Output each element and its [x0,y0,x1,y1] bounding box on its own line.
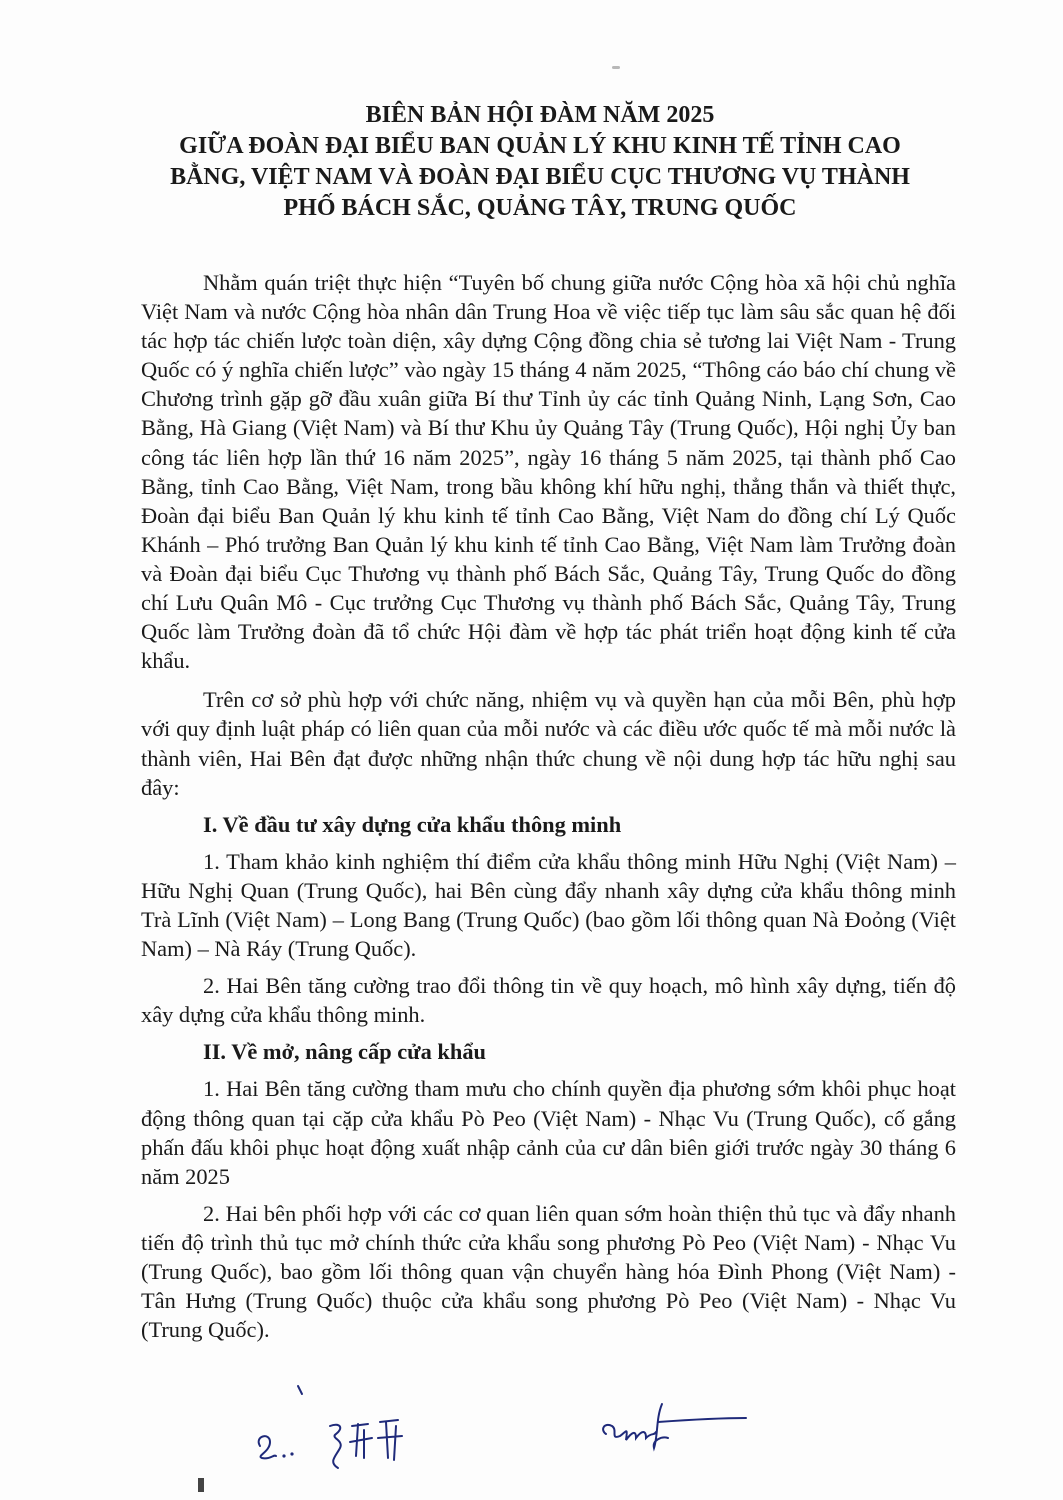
section-1-item-1: 1. Tham khảo kinh nghiệm thí điểm cửa khẩu thông minh Hữu Nghị (Việt Nam) – Hữu Nghị Quan (Trung Quốc), hai Bên cùng đẩy nhanh xây dựng cửa khẩu thông minh Trà Lĩnh (Việt Nam) – Long Bang (Trung Quốc) (bao gồm lối thông quan Nà Đoỏng (Việt Nam) – Nà Ráy (Trung Quốc). [141,848,956,962]
scan-mark-bottom [198,1478,204,1492]
signature-left [240,1376,440,1486]
title-line-4: PHỐ BÁCH SẮC, QUẢNG TÂY, TRUNG QUỐC [283,195,797,221]
title-line-2: GIỮA ĐOÀN ĐẠI BIỂU BAN QUẢN LÝ KHU KINH TẾ TỈNH CAO [179,133,901,159]
title-line-3: BẰNG, VIỆT NAM VÀ ĐOÀN ĐẠI BIỂU CỤC THƯƠNG VỤ THÀNH [170,164,910,190]
section-2-item-1: 1. Hai Bên tăng cường tham mưu cho chính quyền địa phương sớm khôi phục hoạt động thông quan tại cặp cửa khẩu Pò Peo (Việt Nam) - Nhạc Vu (Trung Quốc), cố gắng phấn đấu khôi phục hoạt động xuất nhập cảnh của cư dân biên giới trước ngày 30 tháng 6 năm 2025 [141,1076,956,1189]
title-line-1: BIÊN BẢN HỘI ĐÀM NĂM 2025 [365,102,715,128]
signature-right [596,1396,766,1456]
scan-mark [612,66,620,69]
section-2-item-2: 2. Hai bên phối hợp với các cơ quan liên quan sớm hoàn thiện thủ tục và đẩy nhanh tiến độ trình thủ tục mở chính thức cửa khẩu song phương Pò Peo (Việt Nam) - Nhạc Vu (Trung Quốc), bao gồm lối thông quan vận chuyển hàng hóa Đình Phong (Việt Nam) - Tân Hưng (Trung Quốc) thuộc cửa khẩu song phương Pò Peo (Việt Nam) - Nhạc Vu (Trung Quốc). [141,1200,956,1343]
basis-paragraph: Trên cơ sở phù hợp với chức năng, nhiệm vụ và quyền hạn của mỗi Bên, phù hợp với quy định luật pháp có liên quan của mỗi nước và các điều ước quốc tế mà mỗi nước là thành viên, Hai Bên đạt được những nhận thức chung về nội dung hợp tác hữu nghị sau đây: [141,687,956,800]
document-body [141,268,956,1344]
section-1-item-2: 2. Hai Bên tăng cường trao đổi thông tin về quy hoạch, mô hình xây dựng, tiến độ xây dựng cửa khẩu thông minh. [141,973,956,1028]
intro-paragraph: Nhằm quán triệt thực hiện “Tuyên bố chung giữa nước Cộng hòa xã hội chủ nghĩa Việt Nam và nước Cộng hòa nhân dân Trung Hoa về việc tiếp tục làm sâu sắc quan hệ đối tác hợp tác chiến lược toàn diện, xây dựng Cộng đồng chia sẻ tương lai Việt Nam - Trung Quốc có ý nghĩa chiến lược” vào ngày 15 tháng 4 năm 2025, “Thông cáo báo chí chung về Chương trình gặp gỡ đầu xuân giữa Bí thư Tỉnh ủy các tỉnh Quảng Ninh, Lạng Sơn, Cao Bằng, Hà Giang (Việt Nam) và Bí thư Khu ủy Quảng Tây (Trung Quốc), Hội nghị Ủy ban công tác liên hợp lần thứ 16 năm 2025”, ngày 16 tháng 5 năm 2025, tại thành phố Cao Bằng, tỉnh Cao Bằng, Việt Nam, trong bầu không khí hữu nghị, thẳng thắn và thiết thực, Đoàn đại biểu Ban Quản lý khu kinh tế tỉnh Cao Bằng, Việt Nam do đồng chí Lý Quốc Khánh – Phó trưởng Ban Quản lý khu kinh tế tỉnh Cao Bằng, Việt Nam làm Trưởng đoàn và Đoàn đại biểu Cục Thương vụ thành phố Bách Sắc, Quảng Tây, Trung Quốc do đồng chí Lưu Quân Mô - Cục trưởng Cục Thương vụ thành phố Bách Sắc, Quảng Tây, Trung Quốc làm Trưởng đoàn đã tổ chức Hội đàm về hợp tác phát triển hoạt động kinh tế cửa khẩu. [141,270,956,674]
section-heading-2: II. Về mở, nâng cấp cửa khẩu [203,1039,486,1065]
section-heading-1: I. Về đầu tư xây dựng cửa khẩu thông minh [203,811,622,837]
document-title [140,100,940,224]
